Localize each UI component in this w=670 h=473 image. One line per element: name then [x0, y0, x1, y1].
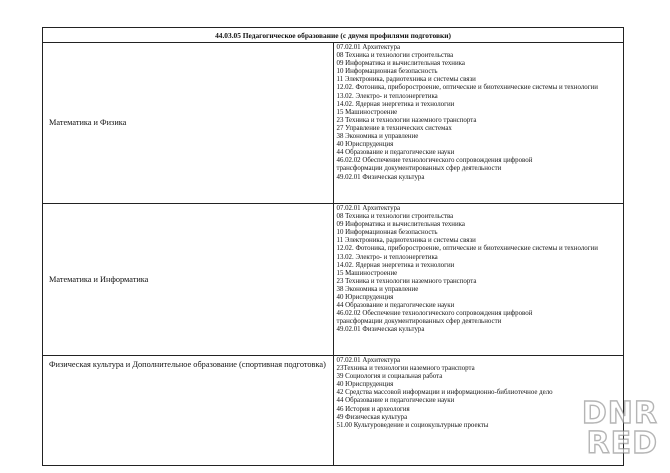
list-item: 46.02.02 Обеспечение технологического сопровождения цифровой — [336, 157, 533, 165]
profile-name: Математика и Информатика — [43, 204, 334, 356]
list-item: 40 Юриспруденция — [336, 294, 394, 302]
list-item: 49.02.01 Физическая культура — [336, 326, 425, 334]
table-title: 44.03.05 Педагогическое образование (с двумя профилями подготовки) — [43, 28, 624, 43]
list-item: 12.02. Фотоника, приборостроение, оптические и биотехнические системы и технологии — [336, 245, 598, 253]
list-item: 40 Юриспруденция — [336, 381, 394, 389]
list-item: 15 Машиностроение — [336, 269, 398, 277]
list-item: 08 Техника и технологии строительства — [336, 213, 454, 221]
list-item: 07.02.01 Архитектура — [336, 205, 401, 212]
list-item: трансформации документированных сфер деятельности — [336, 165, 502, 173]
profile-name: Математика и Физика — [43, 43, 334, 204]
list-item: 23 Техника и технологии наземного транспорта — [336, 277, 477, 285]
list-item: 09 Информатика и вычислительная техника — [336, 221, 465, 229]
list-item: 42 Средства массовой информации и информационно-библиотечное дело — [336, 389, 553, 397]
list-item: 46.02.02 Обеспечение технологического сопровождения цифровой — [336, 310, 533, 318]
list-item: 13.02. Электро- и теплоэнергетика — [336, 92, 438, 100]
list-item: 07.02.01 Архитектура — [336, 357, 401, 364]
list-item: 51.00 Культуроведение и социокультурные проекты — [336, 421, 489, 429]
list-item: 46 История и археология — [336, 405, 410, 413]
list-item: 27 Управление в технических системах — [336, 124, 452, 132]
list-item: 44 Образование и педагогические науки — [336, 149, 455, 157]
list-item: 38 Экономика и управление — [336, 285, 419, 293]
programs-table — [42, 27, 624, 466]
table-row — [43, 356, 624, 466]
list-item: 11 Электроника, радиотехника и системы связи — [336, 76, 476, 84]
list-item: трансформации документированных сфер деятельности — [336, 318, 502, 326]
profile-name: Физическая культура и Дополнительное образование (спортивная подготовка) — [43, 356, 334, 466]
list-item: 44 Образование и педагогические науки — [336, 302, 455, 310]
watermark-logo — [568, 396, 658, 461]
table-row — [43, 43, 624, 204]
list-item: 23 Техника и технологии наземного транспорта — [336, 116, 477, 124]
list-item: 14.02. Ядерная энергетика и технологии — [336, 100, 455, 108]
list-item: 39 Социология и социальная работа — [336, 373, 443, 381]
list-item: 49.02.01 Физическая культура — [336, 173, 425, 181]
list-item: 10 Информационная безопасность — [336, 229, 438, 237]
specialty-list — [333, 43, 624, 204]
table-row — [43, 204, 624, 356]
list-item: 08 Техника и технологии строительства — [336, 52, 454, 60]
list-item: 12.02. Фотоника, приборостроение, оптические и биотехнические системы и технологии — [336, 84, 598, 92]
list-item: 11 Электроника, радиотехника и системы связи — [336, 237, 476, 245]
specialty-list — [333, 204, 624, 356]
list-item: 15 Машиностроение — [336, 108, 398, 116]
list-item: 10 Информационная безопасность — [336, 68, 438, 76]
list-item: 38 Экономика и управление — [336, 133, 419, 141]
document-page — [42, 27, 624, 473]
list-item: 13.02. Электро- и теплоэнергетика — [336, 253, 438, 261]
watermark-line: RED — [586, 426, 658, 461]
list-item: 40 Юриспруденция — [336, 141, 394, 149]
list-item: 49 Физическая культура — [336, 413, 408, 421]
list-item: 07.02.01 Архитектура — [336, 44, 401, 51]
table-header-row — [43, 28, 624, 43]
list-item: 14.02. Ядерная энергетика и технологии — [336, 261, 455, 269]
list-item: 23Техника и технологии наземного транспорта — [336, 365, 475, 373]
watermark-line: DNR — [581, 396, 658, 431]
list-item: 44 Образование и педагогические науки — [336, 397, 455, 405]
list-item: 09 Информатика и вычислительная техника — [336, 60, 465, 68]
